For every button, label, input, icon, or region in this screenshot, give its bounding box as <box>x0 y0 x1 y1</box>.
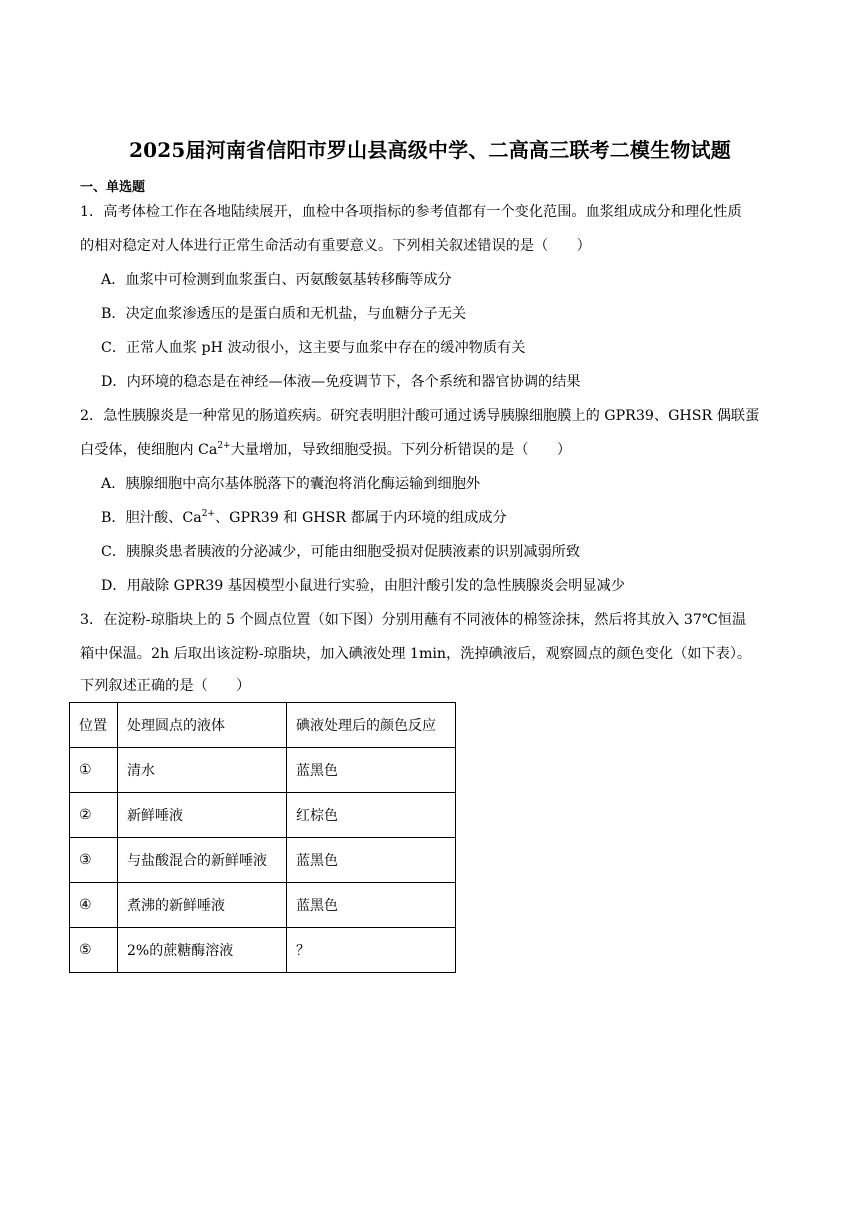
section-heading: 一、单选题 <box>80 180 146 195</box>
table-cell: ② <box>70 793 118 838</box>
exam-title: 2025届河南省信阳市罗山县高级中学、二高高三联考二模生物试题 <box>129 138 731 162</box>
q3-results-table <box>69 702 456 973</box>
q2-stem-line1: 2．急性胰腺炎是一种常见的肠道疾病。研究表明胆汁酸可通过诱导胰腺细胞膜上的 GPR39、GHSR 偶联蛋 <box>80 408 760 424</box>
table-cell: 新鲜唾液 <box>118 793 287 838</box>
table-cell: 煮沸的新鲜唾液 <box>118 883 287 928</box>
q3-stem-line2: 箱中保温。2h 后取出该淀粉-琼脂块，加入碘液处理 1min，洗掉碘液后，观察圆点的颜色变化（如下表）。 <box>80 646 752 662</box>
table-cell: ⑤ <box>70 928 118 973</box>
table-header-cell: 处理圆点的液体 <box>118 703 287 748</box>
q1-stem-line2: 的相对稳定对人体进行正常生命活动有重要意义。下列相关叙述错误的是（ ） <box>80 238 591 254</box>
table-row <box>70 928 456 973</box>
table-header-cell: 位置 <box>70 703 118 748</box>
table-cell: 红棕色 <box>287 793 456 838</box>
table-header-row <box>70 703 456 748</box>
table-row <box>70 748 456 793</box>
table-row <box>70 838 456 883</box>
table-cell: 蓝黑色 <box>287 838 456 883</box>
table-cell: 与盐酸混合的新鲜唾液 <box>118 838 287 883</box>
q1-stem-line1: 1．高考体检工作在各地陆续展开，血检中各项指标的参考值都有一个变化范围。血浆组成成分和理化性质 <box>80 204 742 220</box>
q3-stem-line3: 下列叙述正确的是（ ） <box>80 678 251 694</box>
table-cell: ③ <box>70 838 118 883</box>
table-cell: 蓝黑色 <box>287 748 456 793</box>
table-row <box>70 793 456 838</box>
table-cell: ① <box>70 748 118 793</box>
table-cell: ④ <box>70 883 118 928</box>
table-cell: 清水 <box>118 748 287 793</box>
q1-option-c: C．正常人血浆 pH 波动很小，这主要与血浆中存在的缓冲物质有关 <box>101 340 526 356</box>
table-cell: 蓝黑色 <box>287 883 456 928</box>
q1-option-a: A．血浆中可检测到血浆蛋白、丙氨酸氨基转移酶等成分 <box>101 272 452 288</box>
table-header-cell: 碘液处理后的颜色反应 <box>287 703 456 748</box>
q3-stem-line1: 3．在淀粉-琼脂块上的 5 个圆点位置（如下图）分别用蘸有不同液体的棉签涂抹，然后将其放入 37℃恒温 <box>80 612 747 628</box>
q2-stem-line2: 白受体，使细胞内 $Ca^{2+}$大量增加，导致细胞受损。下列分析错误的是（ ） <box>80 441 572 458</box>
table-row <box>70 883 456 928</box>
q1-option-d: D．内环境的稳态是在神经—体液—免疫调节下，各个系统和器官协调的结果 <box>101 374 581 390</box>
q2-option-a: A．胰腺细胞中高尔基体脱落下的囊泡将消化酶运输到细胞外 <box>101 476 481 492</box>
table-cell: ？ <box>287 928 456 973</box>
q2-option-c: C．胰腺炎患者胰液的分泌减少，可能由细胞受损对促胰液素的识别减弱所致 <box>101 544 581 560</box>
q1-option-b: B．决定血浆渗透压的是蛋白质和无机盐，与血糖分子无关 <box>101 306 467 322</box>
q2-option-d: D．用敲除 GPR39 基因模型小鼠进行实验，由胆汁酸引发的急性胰腺炎会明显减少 <box>101 578 626 594</box>
table-cell: 2%的蔗糖酶溶液 <box>118 928 287 973</box>
q2-option-b: B．胆汁酸、$Ca^{2+}$、GPR39 和 GHSR 都属于内环境的组成成分 <box>101 509 507 526</box>
